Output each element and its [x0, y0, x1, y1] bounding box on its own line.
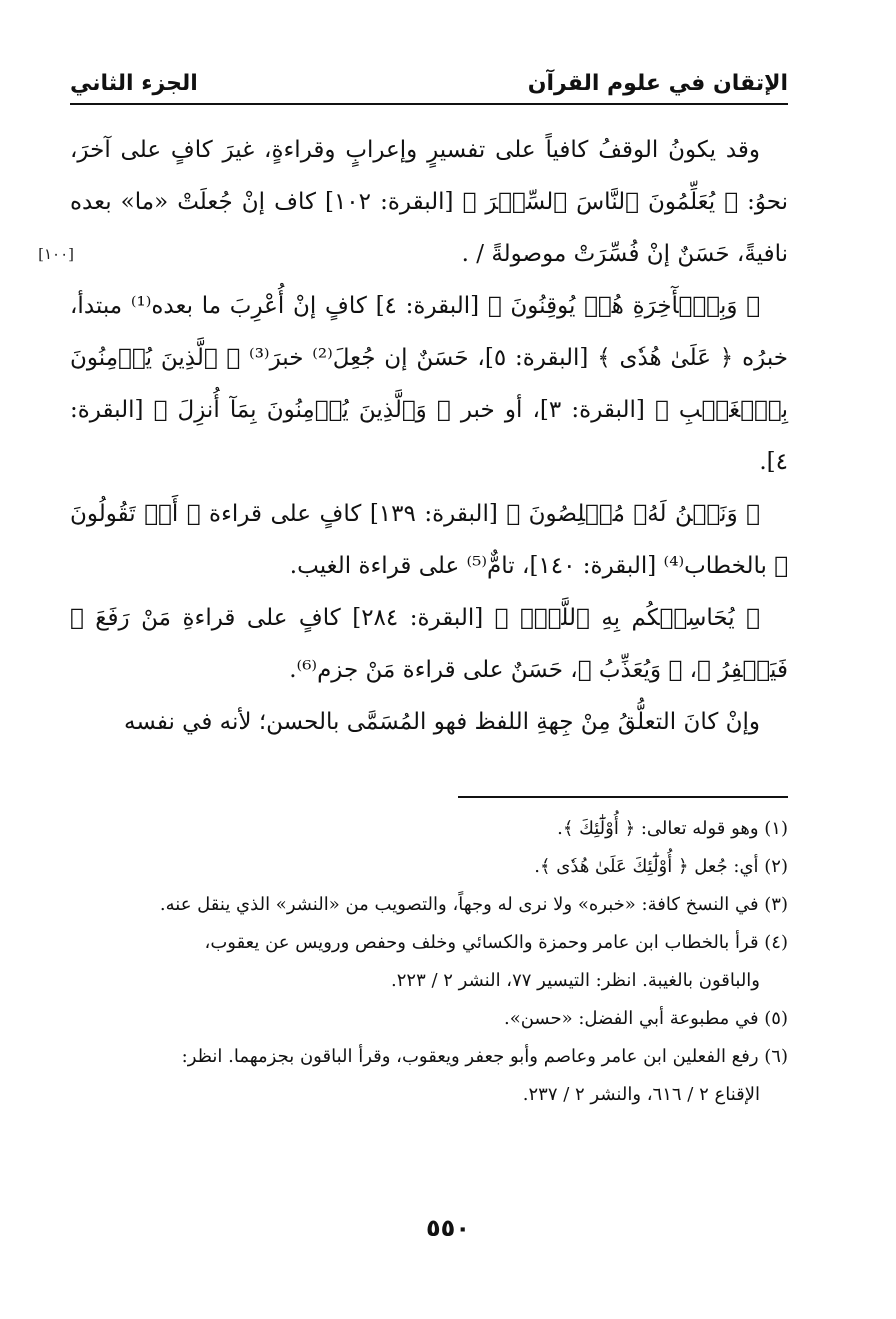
paragraph: وقد يكونُ الوقفُ كافياً على تفسيرٍ وإعرابٍ وقراءةٍ، غيرَ كافٍ على آخرَ، نحوُ: ﴿ يُعَلِّمُونَ ٱلنَّاسَ ٱلسِّحۡرَ ﴾ [البقرة: ١٠٢] كاف إنْ جُعلَتْ «ما» بعده نافيةً، حَسَنٌ إنْ فُسِّرَتْ موصولةً / . — [70, 137, 788, 267]
paragraph: ﴿ وَنَحۡنُ لَهُۥ مُخۡلِصُونَ ﴾ [البقرة: ١٣٩] كافٍ على قراءة ﴿ أَمۡ تَقُولُونَ ﴾ بالخطاب⁽⁴⁾ [البقرة: ١٤٠]، تامٌّ⁽⁵⁾ على قراءة الغيب. — [70, 501, 788, 579]
footnote: (٢) أي: جُعل ﴿ أُوْلَٰٓئِكَ عَلَىٰ هُدٗى ﴾. — [534, 856, 788, 877]
footnote-continuation: الإقناع ٢ / ٦١٦، والنشر ٢ / ٢٣٧. — [522, 1084, 760, 1105]
page-number: ٥٥٠ — [426, 1214, 470, 1242]
main-text — [70, 124, 788, 748]
book-title: الإتقان في علوم القرآن — [527, 71, 788, 96]
paragraph: ﴿ يُحَاسِبۡكُم بِهِ ٱللَّهُۖ ﴾ [البقرة: ٢٨٤] كافٍ على قراءةِ مَنْ رَفَعَ ﴿ فَيَغۡفِرُ ﴾، ﴿ وَيُعَذِّبُ ﴾، حَسَنٌ على قراءة مَنْ جزم⁽⁶⁾. — [70, 605, 788, 683]
footnote-rule — [458, 796, 788, 798]
running-header — [70, 56, 788, 96]
footnote-continuation: والباقون بالغيبة. انظر: التيسير ٧٧، النشر ٢ / ٢٢٣. — [391, 970, 760, 991]
footnote: (٥) في مطبوعة أبي الفضل: «حسن». — [503, 1008, 788, 1029]
footnote: (٣) في النسخ كافة: «خبره» ولا نرى له وجهاً، والتصويب من «النشر» الذي ينقل عنه. — [159, 894, 788, 915]
header-rule — [70, 103, 788, 105]
paragraph: ﴿ وَبِٱلۡأٓخِرَةِ هُمۡ يُوقِنُونَ ﴾ [البقرة: ٤] كافٍ إنْ أُعْرِبَ ما بعده⁽¹⁾ مبتدأ، خبرُه ﴿ عَلَىٰ هُدٗى ﴾ [البقرة: ٥]، حَسَنٌ إن جُعِلَ⁽²⁾ خبرَ⁽³⁾ ﴿ ٱلَّذِينَ يُؤۡمِنُونَ بِٱلۡغَيۡبِ ﴾ [البقرة: ٣]، أو خبر ﴿ وَٱلَّذِينَ يُؤۡمِنُونَ بِمَآ أُنزِلَ ﴾ [البقرة: ٤]. — [70, 293, 789, 475]
footnote: (٦) رفع الفعلين ابن عامر وعاصم وأبو جعفر ويعقوب، وقرأ الباقون بجزمهما. انظر: — [181, 1046, 788, 1067]
paragraph: وإنْ كانَ التعلُّقُ مِنْ جِهةِ اللفظ فهو المُسَمَّى بالحسن؛ لأنه في نفسه — [123, 709, 760, 735]
margin-page-reference: [١٠٠] — [38, 245, 74, 263]
footnotes — [70, 812, 788, 1116]
footnote: (١) وهو قوله تعالى: ﴿ أُوْلَٰٓئِكَ ﴾. — [557, 818, 788, 839]
footnote: (٤) قرأ بالخطاب ابن عامر وحمزة والكسائي وخلف وحفص ورويس عن يعقوب، — [204, 932, 788, 953]
volume-label: الجزء الثاني — [70, 71, 198, 96]
